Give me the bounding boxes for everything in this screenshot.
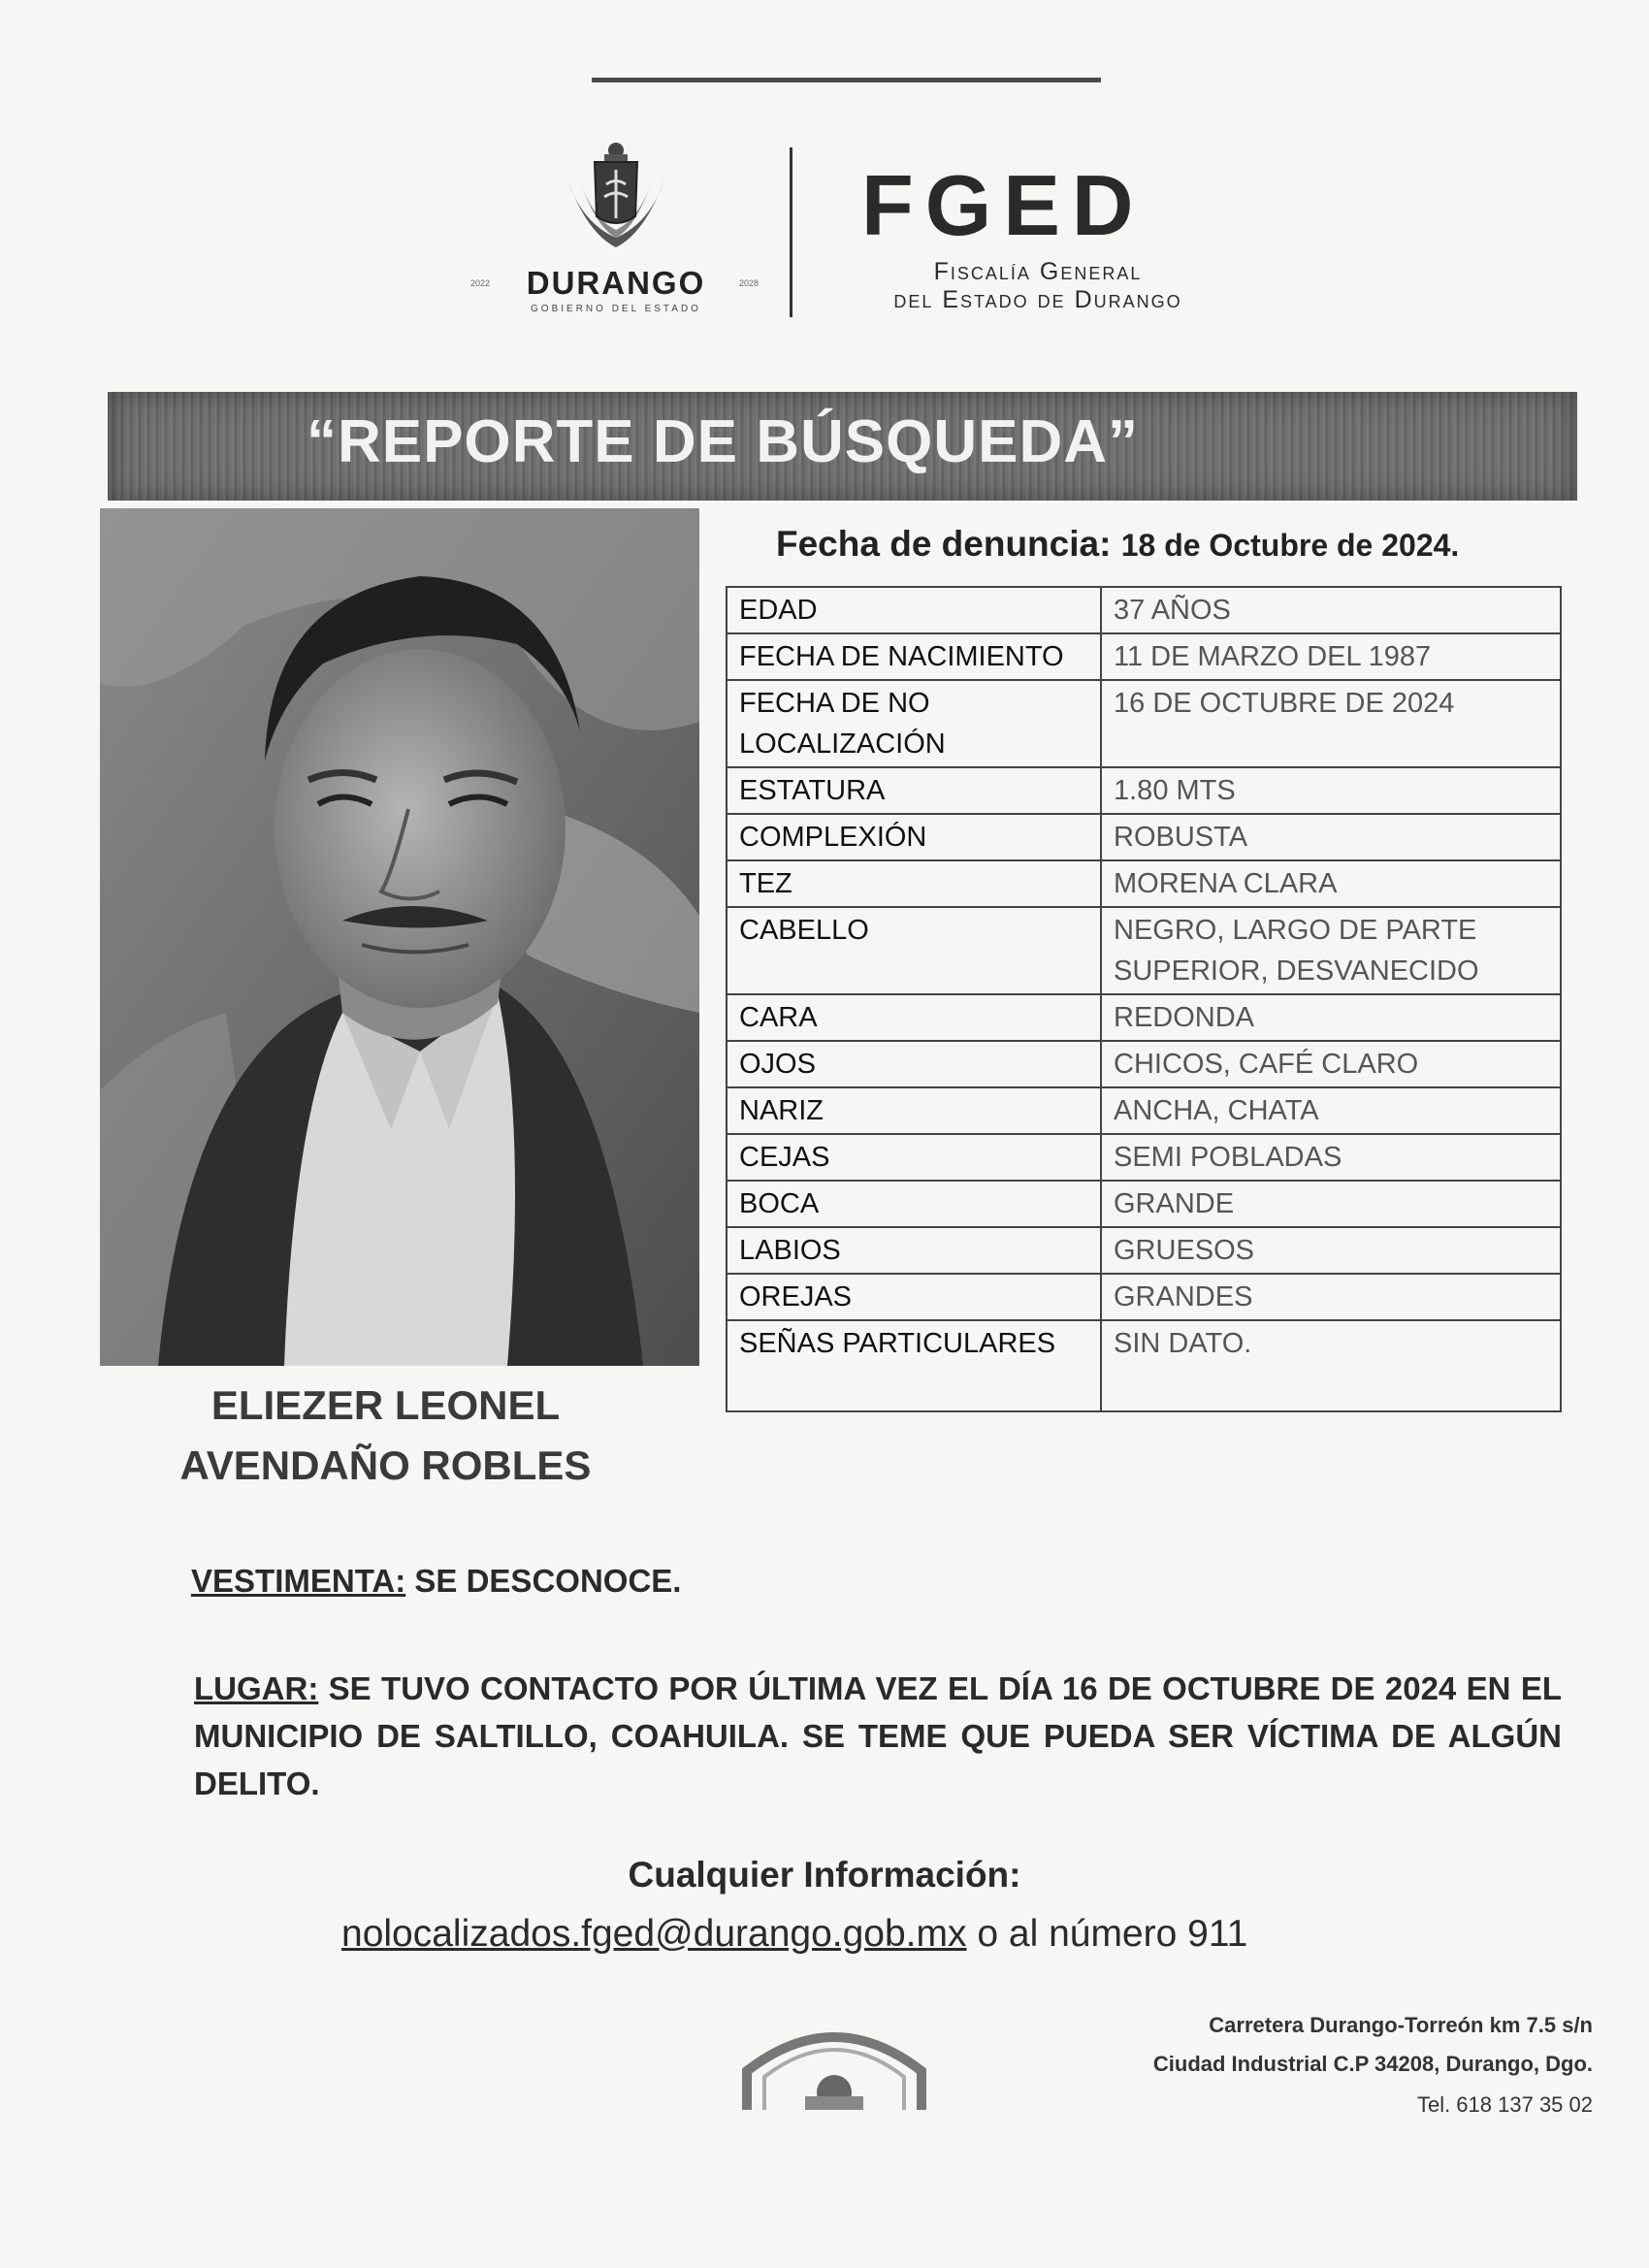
clothing-label: VESTIMENTA:	[191, 1563, 406, 1599]
attribute-value: REDONDA	[1101, 994, 1561, 1041]
person-name-line1: ELIEZER LEONEL	[210, 1382, 561, 1428]
location-text: SE TUVO CONTACTO POR ÚLTIMA VEZ EL DÍA 16 DE OCTUBRE DE 2024 EN EL MUNICIPIO DE SALTILLO, COAHUILA. SE TEME QUE PUEDA SER VÍCTIMA DE ALGÚN DELITO.	[194, 1670, 1562, 1801]
attribute-value: GRANDES	[1101, 1274, 1561, 1320]
attribute-label: CEJAS	[727, 1134, 1101, 1181]
table-row	[727, 1041, 1561, 1087]
attribute-label: ESTATURA	[727, 767, 1101, 814]
table-row	[727, 994, 1561, 1041]
table-row	[727, 1134, 1561, 1181]
table-row	[727, 587, 1561, 633]
table-row	[727, 633, 1561, 680]
attribute-value: 1.80 MTS	[1101, 767, 1561, 814]
contact-email-link[interactable]: nolocalizados.fged@durango.gob.mx	[341, 1913, 967, 1955]
attribute-value: 37 AÑOS	[1101, 587, 1561, 633]
attribute-value: NEGRO, LARGO DE PARTE SUPERIOR, DESVANECIDO	[1101, 907, 1561, 994]
attribute-value: 11 DE MARZO DEL 1987	[1101, 633, 1561, 680]
attribute-value: GRUESOS	[1101, 1227, 1561, 1274]
attribute-label: OREJAS	[727, 1274, 1101, 1320]
table-row	[727, 907, 1561, 994]
report-title: “REPORTE DE BÚSQUEDA”	[306, 408, 1140, 475]
complaint-date-label: Fecha de denuncia:	[776, 524, 1112, 564]
attribute-label: COMPLEXIÓN	[727, 814, 1101, 860]
durango-crest-icon	[558, 141, 674, 257]
attribute-value: MORENA CLARA	[1101, 860, 1561, 907]
contact-line	[341, 1913, 1247, 1956]
table-row	[727, 860, 1561, 907]
attribute-label: OJOS	[727, 1041, 1101, 1087]
attribute-label: FECHA DE NO LOCALIZACIÓN	[727, 680, 1101, 767]
person-name	[116, 1376, 655, 1496]
table-row	[727, 814, 1561, 860]
complaint-date-value: 18 de Octubre de 2024.	[1120, 528, 1460, 563]
attribute-value: SEMI POBLADAS	[1101, 1134, 1561, 1181]
agency-name-line2: del Estado de Durango	[893, 286, 1182, 313]
attribute-value: ANCHA, CHATA	[1101, 1087, 1561, 1134]
attribute-label: TEZ	[727, 860, 1101, 907]
attribute-label: FECHA DE NACIMIENTO	[727, 633, 1101, 680]
header-divider	[790, 147, 792, 317]
attribute-label: BOCA	[727, 1181, 1101, 1227]
complaint-date	[776, 524, 1459, 565]
logo-year-left: 2022	[470, 278, 491, 288]
agency-acronym: FGED	[861, 157, 1146, 253]
top-rule	[592, 78, 1101, 82]
table-row	[727, 1320, 1561, 1411]
logo-year-right: 2028	[739, 278, 760, 288]
person-photo	[100, 508, 699, 1366]
contact-label: Cualquier Información:	[628, 1855, 1021, 1895]
person-attributes-table	[726, 586, 1562, 1412]
attribute-label: EDAD	[727, 587, 1101, 633]
table-row	[727, 680, 1561, 767]
address-line1: Carretera Durango-Torreón km 7.5 s/n	[1209, 2013, 1593, 2037]
table-row	[727, 1227, 1561, 1274]
agency-name-line1: Fiscalía General	[933, 258, 1143, 285]
footer-emblem-icon	[737, 2013, 931, 2110]
report-banner	[108, 392, 1577, 501]
attribute-value: GRANDE	[1101, 1181, 1561, 1227]
attribute-label: CABELLO	[727, 907, 1101, 994]
person-name-line2: AVENDAÑO ROBLES	[179, 1442, 592, 1488]
attribute-value: ROBUSTA	[1101, 814, 1561, 860]
attribute-label: LABIOS	[727, 1227, 1101, 1274]
durango-logo-text: DURANGO	[526, 265, 706, 301]
table-row	[727, 1274, 1561, 1320]
clothing-text: SE DESCONOCE.	[405, 1563, 682, 1599]
location-paragraph	[194, 1665, 1562, 1807]
table-row	[727, 767, 1561, 814]
attribute-value: 16 DE OCTUBRE DE 2024	[1101, 680, 1561, 767]
attribute-value: SIN DATO.	[1101, 1320, 1561, 1411]
clothing-paragraph	[191, 1557, 681, 1604]
contact-phone-text: o al número 911	[966, 1913, 1248, 1955]
location-label: LUGAR:	[194, 1670, 319, 1706]
attribute-label: SEÑAS PARTICULARES	[727, 1320, 1101, 1411]
table-row	[727, 1181, 1561, 1227]
attribute-label: CARA	[727, 994, 1101, 1041]
address-line2: Ciudad Industrial C.P 34208, Durango, Dgo.	[1152, 2052, 1593, 2076]
attribute-label: NARIZ	[727, 1087, 1101, 1134]
attribute-value: CHICOS, CAFÉ CLARO	[1101, 1041, 1561, 1087]
durango-logo	[466, 141, 760, 325]
durango-logo-subtext: GOBIERNO DEL ESTADO	[531, 304, 701, 314]
table-row	[727, 1087, 1561, 1134]
address-phone: Tel. 618 137 35 02	[1416, 2092, 1593, 2117]
